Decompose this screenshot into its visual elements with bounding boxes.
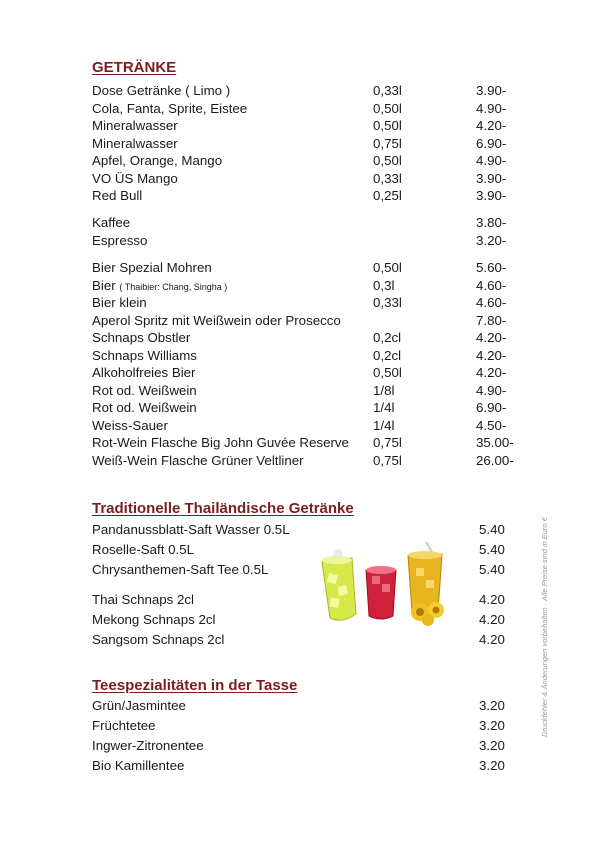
thai-drinks-image [316, 540, 464, 626]
pandan-juice-glass-icon [322, 549, 356, 620]
item-note: ( Thaibier: Chang, Singha ) [119, 281, 228, 292]
section-heading-getraenke: GETRÄNKE [92, 59, 177, 76]
roselle-juice-glass-icon [366, 566, 396, 619]
section-heading-thai: Traditionelle Thailändische Getränke [92, 500, 354, 517]
item-note: mit Weißwein oder Prosecco [171, 312, 341, 328]
disclaimer-note: Druckfehler & Änderungen vorbehalten · Alle Preise sind in Euro € [540, 517, 549, 737]
section-heading-tee: Teespezialitäten in der Tasse [92, 677, 298, 694]
